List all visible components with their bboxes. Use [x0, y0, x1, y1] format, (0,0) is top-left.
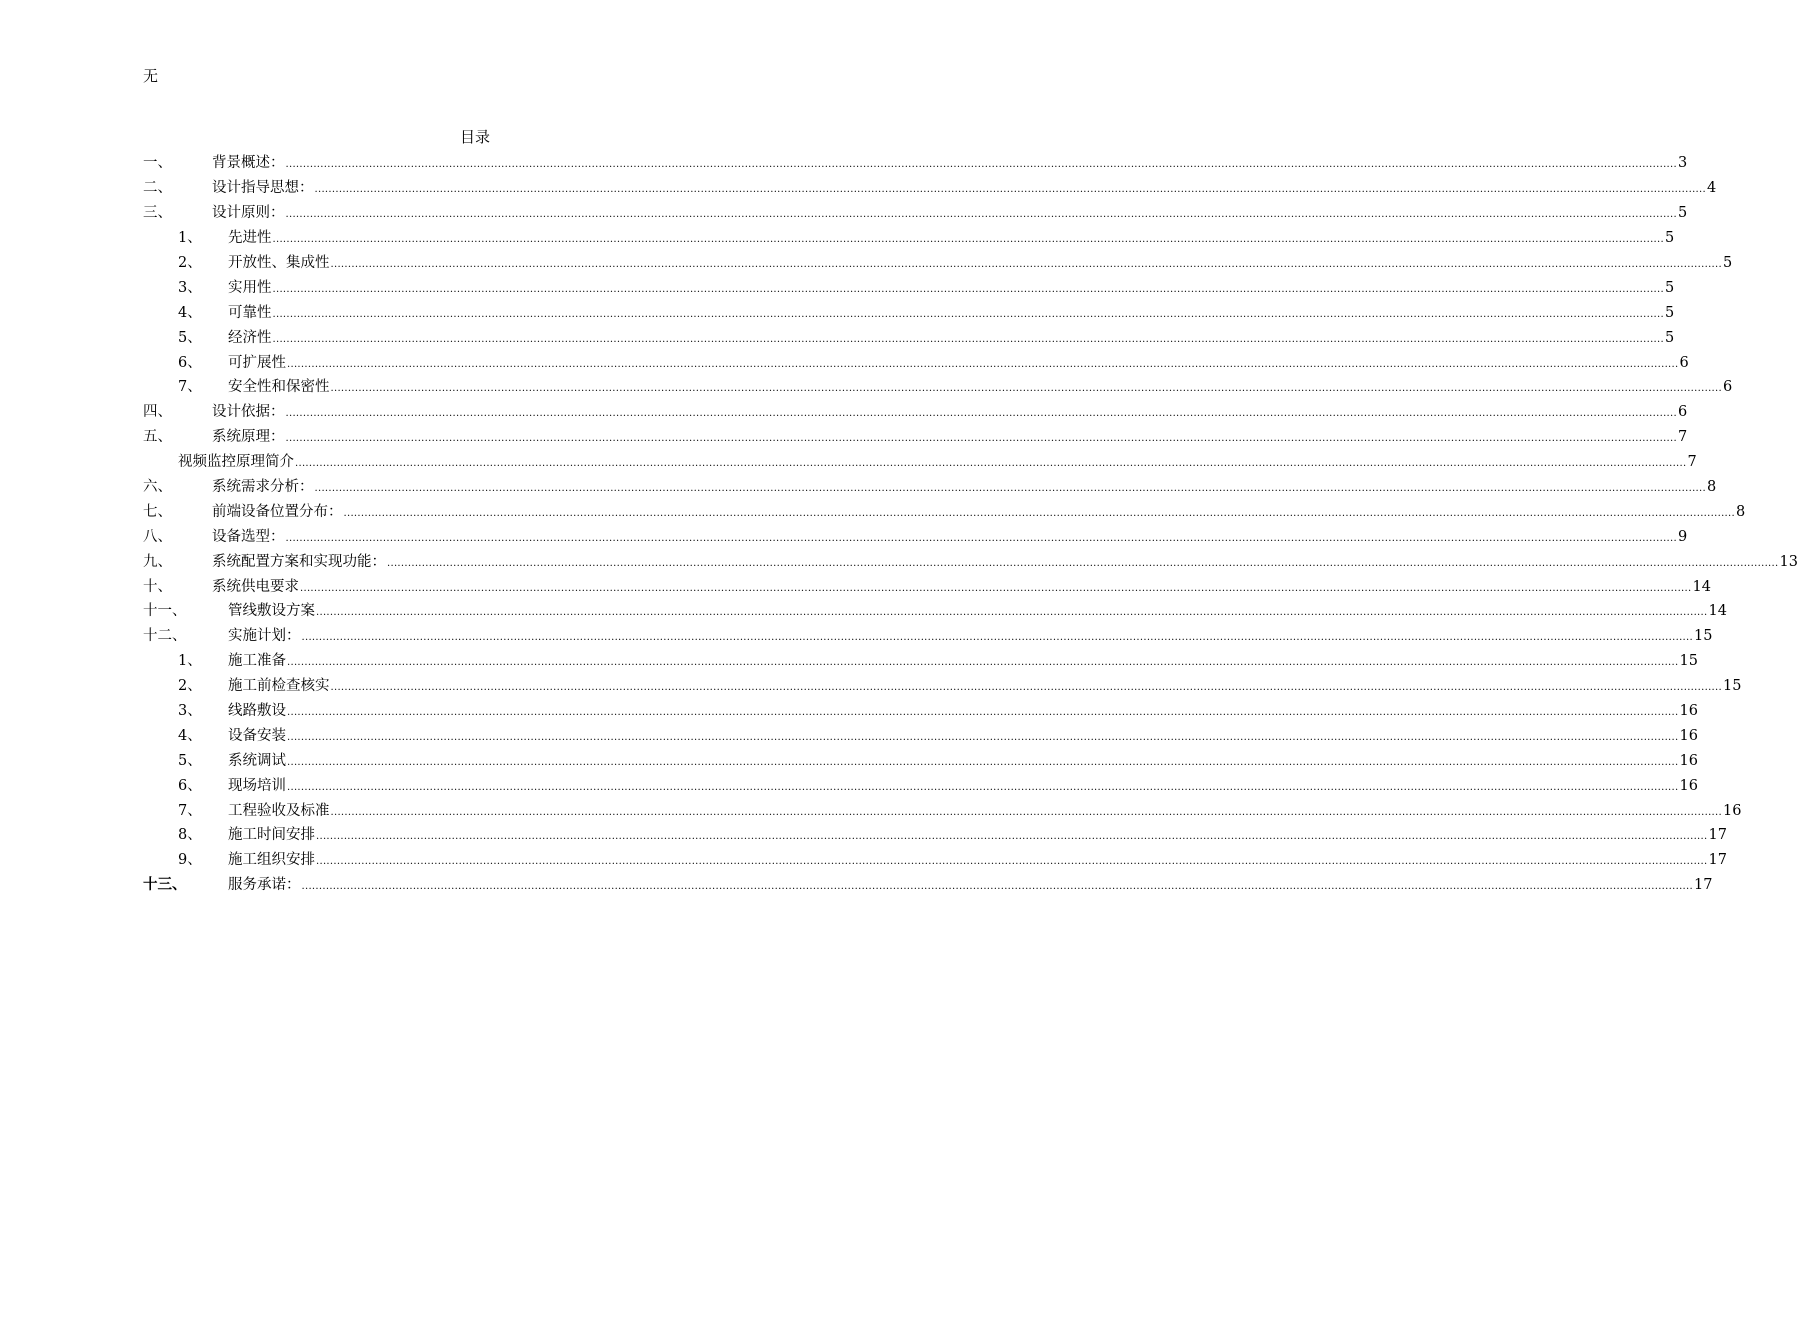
toc-dot-leader: ................................................................................................................................................................................................................................................................................................................................................................................................................ [287, 707, 1679, 719]
toc-entry[interactable] [143, 300, 1675, 325]
toc-entry-title: 施工时间安排 [228, 827, 315, 844]
toc-entry-number: 十、 [143, 578, 172, 595]
toc-entry-number: 7、 [178, 379, 202, 396]
toc-entry[interactable] [143, 873, 1713, 898]
toc-entry-page-number: 7 [1687, 454, 1697, 471]
toc-entry-title: 设计指导思想： [212, 180, 314, 197]
toc-entry-title: 开放性、集成性 [228, 255, 330, 271]
toc-entry-page-number: 16 [1722, 802, 1742, 819]
toc-entry-title: 施工准备 [228, 653, 286, 670]
toc-entry-page-number: 16 [1679, 752, 1698, 769]
toc-entry[interactable] [143, 350, 1689, 375]
toc-entry[interactable] [143, 201, 1688, 226]
toc-dot-leader: ................................................................................................................................................................................................................................................................................................................................................................................................................ [285, 209, 1677, 221]
toc-entry-page-number: 7 [1677, 429, 1688, 446]
toc-entry-page-number: 3 [1677, 155, 1688, 172]
toc-entry-title: 视频监控原理简介 [178, 454, 294, 471]
toc-dot-leader: ................................................................................................................................................................................................................................................................................................................................................................................................................ [330, 682, 1722, 694]
toc-entry-number: 8、 [178, 827, 202, 844]
toc-entry-page-number: 9 [1677, 528, 1688, 545]
toc-entry-page-number: 5 [1722, 255, 1733, 271]
toc-dot-leader: ................................................................................................................................................................................................................................................................................................................................................................................................................ [285, 408, 1677, 420]
toc-dot-leader: ................................................................................................................................................................................................................................................................................................................................................................................................................ [316, 607, 1708, 619]
toc-entry-page-number: 17 [1708, 852, 1727, 869]
toc-entry-number: 4、 [178, 304, 202, 321]
toc-entry-number: 九、 [143, 553, 172, 570]
toc-entry-title: 设计依据： [212, 404, 285, 421]
header-text: 无 [143, 67, 159, 85]
toc-entry-number: 1、 [178, 230, 202, 247]
toc-dot-leader: ................................................................................................................................................................................................................................................................................................................................................................................................................ [316, 856, 1708, 868]
toc-entry-title: 设备选型： [212, 528, 285, 545]
toc-dot-leader: ................................................................................................................................................................................................................................................................................................................................................................................................................ [287, 781, 1679, 793]
toc-dot-leader: ................................................................................................................................................................................................................................................................................................................................................................................................................ [272, 283, 1664, 295]
toc-entry-title: 前端设备位置分布： [212, 503, 343, 520]
toc-entry-page-number: 6 [1722, 379, 1733, 396]
toc-entry-page-number: 5 [1677, 205, 1688, 222]
toc-entry-page-number: 14 [1708, 603, 1727, 620]
toc-entry[interactable] [143, 226, 1675, 251]
toc-entry-title: 服务承诺： [228, 877, 301, 894]
toc-dot-leader: ................................................................................................................................................................................................................................................................................................................................................................................................................ [272, 333, 1664, 345]
toc-entry-number: 四、 [143, 404, 172, 421]
toc-entry-page-number: 15 [1693, 628, 1713, 645]
toc-entry-number: 三、 [143, 205, 172, 222]
toc-entry-title: 系统调试 [228, 752, 286, 769]
toc-entry-number: 五、 [143, 429, 172, 446]
toc-dot-leader: ................................................................................................................................................................................................................................................................................................................................................................................................................ [285, 433, 1677, 445]
toc-entry[interactable] [143, 848, 1727, 873]
toc-entry[interactable] [143, 151, 1688, 176]
toc-entry-number: 二、 [143, 180, 172, 197]
toc-entry-title: 背景概述： [212, 155, 285, 172]
table-of-contents [143, 151, 1798, 898]
toc-dot-leader: ................................................................................................................................................................................................................................................................................................................................................................................................................ [272, 308, 1664, 320]
toc-entry[interactable] [143, 524, 1688, 549]
toc-entry-number: 六、 [143, 479, 172, 496]
toc-entry[interactable] [143, 499, 1746, 524]
toc-entry-page-number: 17 [1708, 827, 1727, 844]
toc-entry-title: 先进性 [228, 230, 272, 247]
toc-entry-number: 十二、 [143, 628, 187, 645]
toc-entry[interactable] [143, 649, 1698, 674]
toc-entry-number: 八、 [143, 528, 172, 545]
toc-entry[interactable] [143, 176, 1717, 201]
toc-entry-page-number: 16 [1679, 777, 1698, 794]
toc-entry-page-number: 5 [1664, 279, 1675, 296]
toc-entry[interactable] [143, 674, 1742, 699]
toc-entry-page-number: 5 [1664, 329, 1675, 346]
toc-entry-number: 5、 [178, 752, 202, 769]
toc-entry-title: 现场培训 [228, 777, 286, 794]
toc-entry[interactable] [143, 400, 1688, 425]
toc-entry-page-number: 4 [1706, 180, 1717, 197]
toc-dot-leader: ................................................................................................................................................................................................................................................................................................................................................................................................................ [287, 731, 1679, 743]
toc-dot-leader: ................................................................................................................................................................................................................................................................................................................................................................................................................ [330, 259, 1722, 270]
toc-entry[interactable] [143, 251, 1733, 276]
toc-entry-number: 3、 [178, 703, 202, 720]
toc-entry-title: 可扩展性 [228, 354, 286, 371]
toc-entry-number: 七、 [143, 503, 172, 520]
toc-dot-leader: ................................................................................................................................................................................................................................................................................................................................................................................................................ [301, 881, 1693, 893]
toc-entry[interactable] [143, 574, 1711, 599]
toc-dot-leader: ................................................................................................................................................................................................................................................................................................................................................................................................................ [295, 458, 1687, 470]
toc-entry-page-number: 5 [1664, 230, 1675, 247]
toc-dot-leader: ................................................................................................................................................................................................................................................................................................................................................................................................................ [285, 532, 1677, 544]
toc-entry-title: 设计原则： [212, 205, 285, 222]
toc-entry-title: 工程验收及标准 [228, 802, 330, 819]
toc-entry[interactable] [143, 375, 1733, 400]
toc-entry-page-number: 15 [1679, 653, 1698, 670]
toc-entry-number: 一、 [143, 155, 172, 172]
toc-entry-page-number: 6 [1679, 354, 1689, 371]
toc-entry[interactable] [143, 823, 1727, 848]
toc-dot-leader: ................................................................................................................................................................................................................................................................................................................................................................................................................ [314, 184, 1706, 196]
toc-entry-number: 十一、 [143, 603, 187, 620]
toc-entry-title: 实用性 [228, 279, 272, 296]
toc-entry-page-number: 13 [1779, 553, 1798, 570]
toc-entry-number: 1、 [178, 653, 202, 670]
toc-entry-number: 6、 [178, 777, 202, 794]
toc-entry[interactable] [143, 723, 1698, 748]
toc-entry-title: 安全性和保密性 [228, 379, 330, 396]
toc-entry-page-number: 6 [1677, 404, 1688, 421]
toc-dot-leader: ................................................................................................................................................................................................................................................................................................................................................................................................................ [387, 557, 1779, 569]
toc-title: 目录 [459, 128, 490, 146]
toc-entry-title: 系统需求分析： [212, 479, 314, 496]
toc-dot-leader: ................................................................................................................................................................................................................................................................................................................................................................................................................ [287, 657, 1679, 669]
toc-dot-leader: ................................................................................................................................................................................................................................................................................................................................................................................................................ [287, 358, 1679, 370]
toc-dot-leader: ................................................................................................................................................................................................................................................................................................................................................................................................................ [343, 507, 1735, 519]
toc-entry-title: 系统原理： [212, 429, 285, 446]
toc-entry[interactable] [143, 748, 1698, 773]
toc-entry-page-number: 5 [1664, 304, 1675, 321]
toc-entry-title: 管线敷设方案 [228, 603, 315, 620]
toc-entry-page-number: 16 [1679, 727, 1698, 744]
toc-entry-number: 2、 [178, 678, 202, 695]
toc-entry-title: 可靠性 [228, 304, 272, 321]
toc-entry-page-number: 16 [1679, 703, 1698, 720]
toc-entry-number: 2、 [178, 255, 202, 271]
toc-entry[interactable] [143, 549, 1798, 574]
toc-entry[interactable] [143, 325, 1675, 350]
toc-entry-title: 设备安装 [228, 727, 286, 744]
toc-dot-leader: ................................................................................................................................................................................................................................................................................................................................................................................................................ [287, 756, 1679, 768]
toc-entry-title: 施工前检查核实 [228, 678, 330, 695]
toc-dot-leader: ................................................................................................................................................................................................................................................................................................................................................................................................................ [272, 234, 1664, 246]
toc-entry[interactable] [143, 450, 1697, 475]
toc-entry-title: 经济性 [228, 329, 272, 346]
toc-entry-page-number: 15 [1722, 678, 1742, 695]
toc-entry-title: 系统配置方案和实现功能： [212, 553, 386, 570]
toc-entry[interactable] [143, 425, 1688, 450]
toc-entry-title: 实施计划： [228, 628, 301, 645]
toc-entry[interactable] [143, 624, 1713, 649]
toc-dot-leader: ................................................................................................................................................................................................................................................................................................................................................................................................................ [301, 632, 1693, 644]
toc-dot-leader: ................................................................................................................................................................................................................................................................................................................................................................................................................ [314, 483, 1706, 495]
toc-dot-leader: ................................................................................................................................................................................................................................................................................................................................................................................................................ [330, 806, 1722, 818]
toc-entry-number: 3、 [178, 279, 202, 296]
toc-dot-leader: ................................................................................................................................................................................................................................................................................................................................................................................................................ [285, 159, 1677, 171]
toc-dot-leader: ................................................................................................................................................................................................................................................................................................................................................................................................................ [300, 582, 1692, 594]
toc-entry[interactable] [143, 699, 1698, 724]
toc-entry-page-number: 8 [1706, 479, 1717, 496]
toc-entry-number: 5、 [178, 329, 202, 346]
toc-entry-page-number: 14 [1692, 578, 1711, 595]
toc-dot-leader: ................................................................................................................................................................................................................................................................................................................................................................................................................ [316, 831, 1708, 843]
toc-entry-page-number: 8 [1735, 503, 1746, 520]
toc-entry-title: 施工组织安排 [228, 852, 315, 869]
toc-entry-title: 线路敷设 [228, 703, 286, 720]
toc-entry[interactable] [143, 275, 1675, 300]
toc-entry[interactable] [143, 475, 1717, 500]
toc-entry-number: 十三、 [143, 876, 187, 894]
toc-entry-number: 7、 [178, 802, 202, 819]
toc-entry[interactable] [143, 798, 1742, 823]
toc-entry[interactable] [143, 773, 1698, 798]
toc-entry-title: 系统供电要求 [212, 578, 299, 595]
toc-entry-number: 6、 [178, 354, 202, 371]
toc-entry-page-number: 17 [1693, 877, 1713, 894]
toc-entry[interactable] [143, 599, 1727, 624]
toc-entry-number: 9、 [178, 852, 202, 869]
toc-entry-number: 4、 [178, 727, 202, 744]
toc-dot-leader: ................................................................................................................................................................................................................................................................................................................................................................................................................ [330, 383, 1722, 395]
